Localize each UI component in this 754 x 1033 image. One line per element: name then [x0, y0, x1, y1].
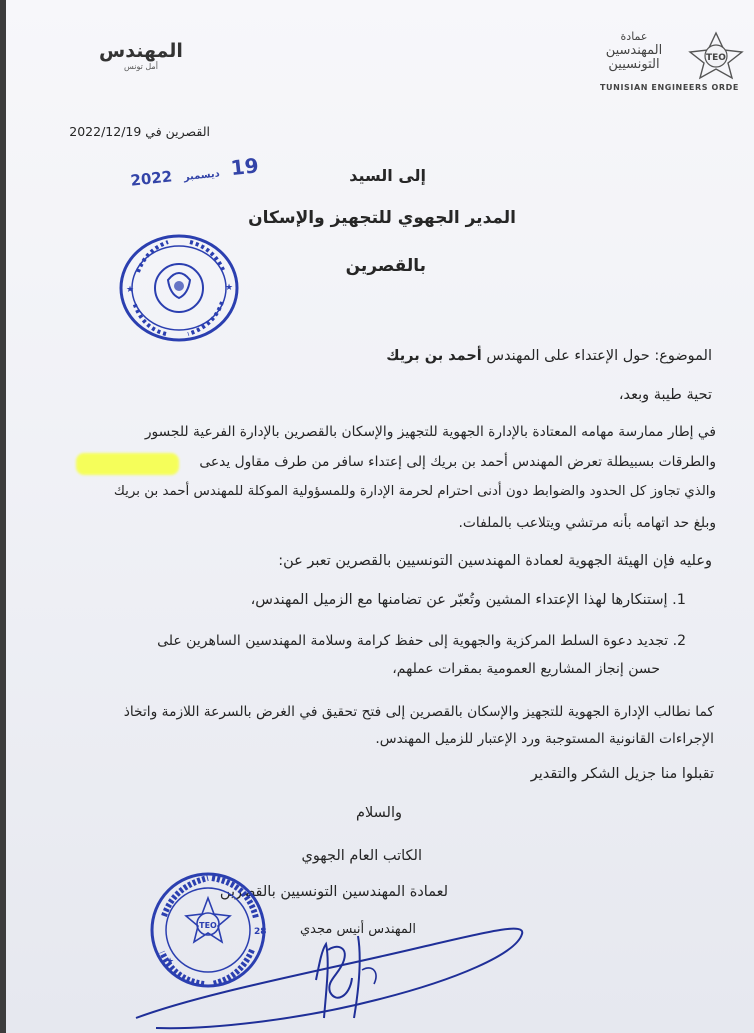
- salutation: والسلام: [355, 805, 402, 821]
- list-item-number: 1.: [672, 592, 686, 608]
- list-item-number: 2.: [672, 633, 686, 649]
- list-item-continuation: حسن إنجاز المشاريع العمومية بمقرات عملهم،: [392, 661, 660, 677]
- signature-name: المهندس أنيس مجدي: [299, 922, 416, 937]
- subject-label: الموضوع:: [654, 348, 712, 364]
- svg-text:★: ★: [166, 957, 175, 967]
- order-name-line: عمادة: [620, 30, 648, 43]
- almohandes-logo: [86, 40, 196, 71]
- addressee-line-3: بالقصرين: [345, 256, 426, 276]
- almohandes-logo-text: المهندس: [99, 40, 183, 62]
- body-line-1: في إطار ممارسة مهامه المعتادة بالإدارة الجهوية للتجهيز والإسكان بالقصرين بالإدارة الفرعية للجسور: [144, 424, 716, 440]
- ministry-seal-stamp: [118, 232, 240, 344]
- list-item: [196, 592, 686, 608]
- addressee-line-2: المدير الجهوي للتجهيز والإسكان: [248, 208, 516, 228]
- subject-line: [386, 348, 712, 364]
- subject-text: حول الإعتداء على المهندس: [486, 348, 650, 364]
- svg-text:★: ★: [225, 283, 234, 293]
- addressee-line-1: إلى السيد: [349, 166, 426, 185]
- ted-star-icon: [686, 30, 746, 80]
- signature-title: الكاتب العام الجهوي: [301, 848, 422, 864]
- redacted-name-highlight: [76, 453, 179, 475]
- subject-engineer-name: أحمد بن بريك: [386, 348, 482, 364]
- order-name-line: المهندسين: [605, 43, 663, 58]
- body-line-3: والذي تجاوز كل الحدود والضوابط دون أدنى احترام لحرمة الإدارة وللمسؤولية الموكلة للمهندس أحمد بن بريك: [113, 484, 716, 499]
- body-line-2: والطرقات بسبيطلة تعرض المهندس أحمد بن بريك إلى إعتداء سافر من طرف مقاول يدعى: [199, 454, 716, 470]
- letter-page: [6, 0, 754, 1033]
- closing-line-1: كما نطالب الإدارة الجهوية للتجهيز والإسكان بالقصرين إلى فتح تحقيق في الغرض بالسرعة اللازمة واتخاذ: [123, 704, 714, 720]
- stamp-month: ديسمبر: [183, 168, 221, 184]
- order-logo: [586, 22, 754, 102]
- closing-line-2: الإجراءات القانونية المستوجبة ورد الإعتبار للزميل المهندس.: [375, 731, 714, 747]
- order-name-arabic: [586, 30, 682, 72]
- greeting: تحية طيبة وبعد،: [618, 387, 712, 403]
- statement-intro: وعليه فإن الهيئة الجهوية لعمادة المهندسين التونسيين بالقصرين تعبر عن:: [278, 553, 712, 569]
- order-name-english: TUNISIAN ENGINEERS ORDE: [600, 83, 739, 92]
- date-line: القصرين في 2022/12/19: [69, 124, 210, 139]
- svg-text:★: ★: [126, 285, 135, 295]
- almohandes-logo-subtitle: أمل تونس: [124, 62, 158, 71]
- thanks-line: تقبلوا منا جزيل الشكر والتقدير: [530, 766, 714, 782]
- ted-mark-label: TEO: [706, 53, 726, 63]
- order-name-line: التونسيين: [608, 57, 660, 72]
- svg-text:28: 28: [254, 927, 267, 937]
- stamp-day: 19: [229, 153, 260, 181]
- list-item-text: إستنكارها لهذا الإعتداء المشين وتُعبّر عن تضامنها مع الزميل المهندس،: [250, 592, 668, 608]
- body-line-4: وبلغ حد اتهامه بأنه مرتشي ويتلاعب بالملفات.: [458, 515, 716, 531]
- handwritten-signature: [126, 900, 546, 1033]
- stamp-year: 2022: [129, 167, 174, 190]
- signature-organization: لعمادة المهندسين التونسيين بالقصرين: [219, 884, 448, 900]
- list-item-text: تجديد دعوة السلط المركزية والجهوية إلى حفظ كرامة وسلامة المهندسين الساهرين على: [157, 633, 669, 649]
- list-item: [66, 633, 686, 649]
- order-seal-label: TEO: [199, 921, 217, 930]
